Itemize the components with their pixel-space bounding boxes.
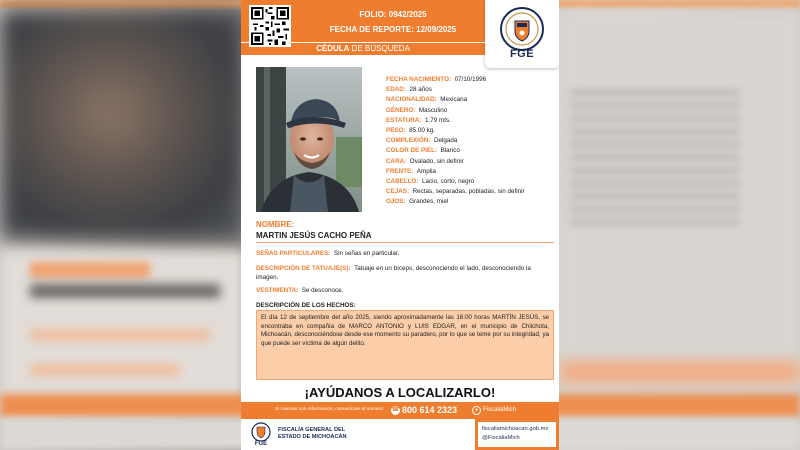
field-value: Tatuaje en un bíceps, desconociendo el lado, desconociendo la imagen. xyxy=(256,265,531,281)
field-label: VESTIMENTA: xyxy=(256,287,299,294)
info-value: Lacio, corto, negro xyxy=(422,178,475,186)
folio-number: FOLIO: 0942/2025 xyxy=(359,10,427,19)
institution-line: FISCALÍA GENERAL DEL xyxy=(278,427,346,433)
clothing xyxy=(256,286,554,295)
fge-seal-icon xyxy=(499,6,545,52)
person-photo-image xyxy=(256,67,362,212)
missing-person-photo xyxy=(256,67,362,212)
info-row xyxy=(386,187,554,197)
help-us-heading: ¡AYÚDANOS A LOCALIZARLO! xyxy=(304,385,496,400)
person-name: MARTIN JESÚS CACHO PEÑA xyxy=(256,231,372,240)
info-value: 28 años xyxy=(409,86,432,94)
info-label: ESTATURA: xyxy=(386,116,422,124)
info-value: Mexicana xyxy=(440,96,468,104)
facts-label: DESCRIPCIÓN DE LOS HECHOS: xyxy=(256,302,356,309)
bg-blurred-right-box xyxy=(560,360,800,384)
info-row xyxy=(386,106,554,116)
info-label: COLOR DE PIEL: xyxy=(386,147,438,155)
contact-info-text: Si cuentas con información, comunícate al número: xyxy=(275,407,385,412)
bg-blurred-line xyxy=(30,330,210,340)
field-value: Sin señas en particular. xyxy=(333,250,400,257)
info-row xyxy=(386,136,554,146)
institution-name xyxy=(278,427,347,441)
contact-bar xyxy=(241,402,559,419)
info-label: OJOS: xyxy=(386,198,406,206)
info-row xyxy=(386,146,554,156)
info-row xyxy=(386,95,554,105)
info-value: Amplia xyxy=(416,167,437,175)
bg-blurred-name xyxy=(30,284,220,298)
info-row xyxy=(386,126,554,136)
info-label: CEJAS: xyxy=(386,188,410,196)
info-label: EDAD: xyxy=(386,86,406,94)
info-label: GÉNERO: xyxy=(386,106,416,114)
name-label: NOMBRE: xyxy=(256,220,295,229)
subtitle-bold: CÉDULA xyxy=(316,44,350,53)
info-value: Delgada xyxy=(433,137,458,145)
info-value: Blanco xyxy=(440,147,460,155)
bg-blurred-label xyxy=(30,262,150,278)
info-row xyxy=(386,157,554,167)
info-label: COMPLEXIÓN: xyxy=(386,137,431,145)
phone-icon: ☎ xyxy=(391,407,400,413)
fge-footer-label: FGE xyxy=(254,441,268,447)
info-row xyxy=(386,75,554,85)
info-row xyxy=(386,116,554,126)
info-row xyxy=(386,197,554,207)
info-label: FRENTE: xyxy=(386,167,414,175)
poster-footer xyxy=(241,419,559,450)
social-handle[interactable]: FiscaliaMich xyxy=(483,407,517,413)
divider xyxy=(256,242,554,243)
handle-link[interactable]: @FiscaliaMich xyxy=(482,435,520,441)
info-value: Grandes, miel xyxy=(409,198,449,206)
tattoo-description xyxy=(256,264,554,282)
info-row xyxy=(386,177,554,187)
field-label: DESCRIPCIÓN DE TATUAJE(S): xyxy=(256,265,351,272)
poster-subtitle xyxy=(241,43,485,55)
info-label: FECHA NACIMIENTO: xyxy=(386,76,452,83)
info-label: CARA: xyxy=(386,157,407,165)
info-value: Masculino xyxy=(418,106,448,114)
fge-logo xyxy=(485,0,559,68)
distinctive-marks xyxy=(256,249,554,258)
bg-blurred-line xyxy=(30,365,180,375)
bg-blurred-photo xyxy=(0,10,245,240)
field-value: Se desconoce. xyxy=(301,287,344,294)
info-value: 1.79 mts. xyxy=(424,116,451,124)
info-row xyxy=(386,167,554,177)
poster-header xyxy=(241,0,559,60)
report-date: FECHA DE REPORTE: 12/09/2025 xyxy=(329,25,457,34)
social-media-icon: ● xyxy=(472,406,481,415)
info-value: Ovalado, sin definir xyxy=(409,157,464,165)
subtitle-light: DE BÚSQUEDA xyxy=(349,44,410,53)
info-value: 07/10/1996 xyxy=(454,76,487,83)
info-row xyxy=(386,85,554,95)
phone-number[interactable]: 800 614 2323 xyxy=(402,405,458,415)
field-label: SEÑAS PARTICULARES: xyxy=(256,250,331,257)
institution-line: ESTADO DE MICHOACÁN xyxy=(278,434,347,440)
facts-description: El día 12 de septiembre del año 2025, siendo aproximadamente las 16:00 horas MARTÍN JESÚS, se encontraba en compañía de MARCO ANTONIO y LUIS EDGAR, en el municipio de Chilchota, Michoacán, desconociéndose desde ese momento su paradero, por lo que se teme por su integridad, ya que puede ser víctima de algún delito. xyxy=(256,310,554,380)
info-value: Rectas, separadas, pobladas, sin definir xyxy=(412,188,525,196)
info-value: 85.00 kg. xyxy=(409,127,436,135)
info-label: CABELLO: xyxy=(386,178,419,186)
search-poster xyxy=(241,0,559,450)
info-label: NACIONALIDAD: xyxy=(386,96,437,104)
footer-links xyxy=(478,422,556,447)
footer-contact-frame xyxy=(475,419,559,450)
qr-code-icon[interactable] xyxy=(249,5,291,47)
info-label: PESO: xyxy=(386,127,406,135)
website-link[interactable]: fiscaliamichoacan.gob.mx xyxy=(482,426,549,432)
fge-logo-label: FGE xyxy=(509,48,535,60)
personal-data-list xyxy=(386,75,554,208)
bg-blurred-right-text xyxy=(570,90,740,230)
